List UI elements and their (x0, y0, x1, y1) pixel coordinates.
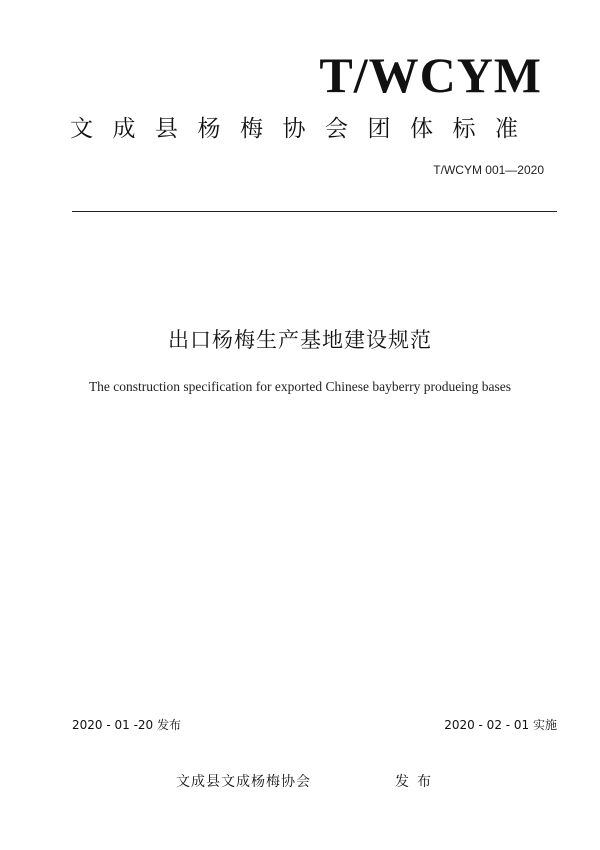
standard-type-heading: 文成县杨梅协会团体标准 (70, 116, 538, 142)
publisher-name: 文成县文成杨梅协会 (176, 774, 311, 790)
implementation-date: 2020 - 02 - 01 实施 (444, 718, 557, 732)
header-divider (72, 211, 557, 212)
document-title-chinese: 出口杨梅生产基地建设规范 (168, 328, 432, 352)
standard-number: T/WCYM 001—2020 (433, 163, 544, 177)
publish-label: 发布 (395, 774, 439, 790)
document-title-english: The construction specification for exported Chinese bayberry produeing bases (88, 379, 512, 394)
standard-code: T/WCYM (319, 47, 542, 103)
issue-date: 2020 - 01 -20 发布 (72, 718, 181, 732)
